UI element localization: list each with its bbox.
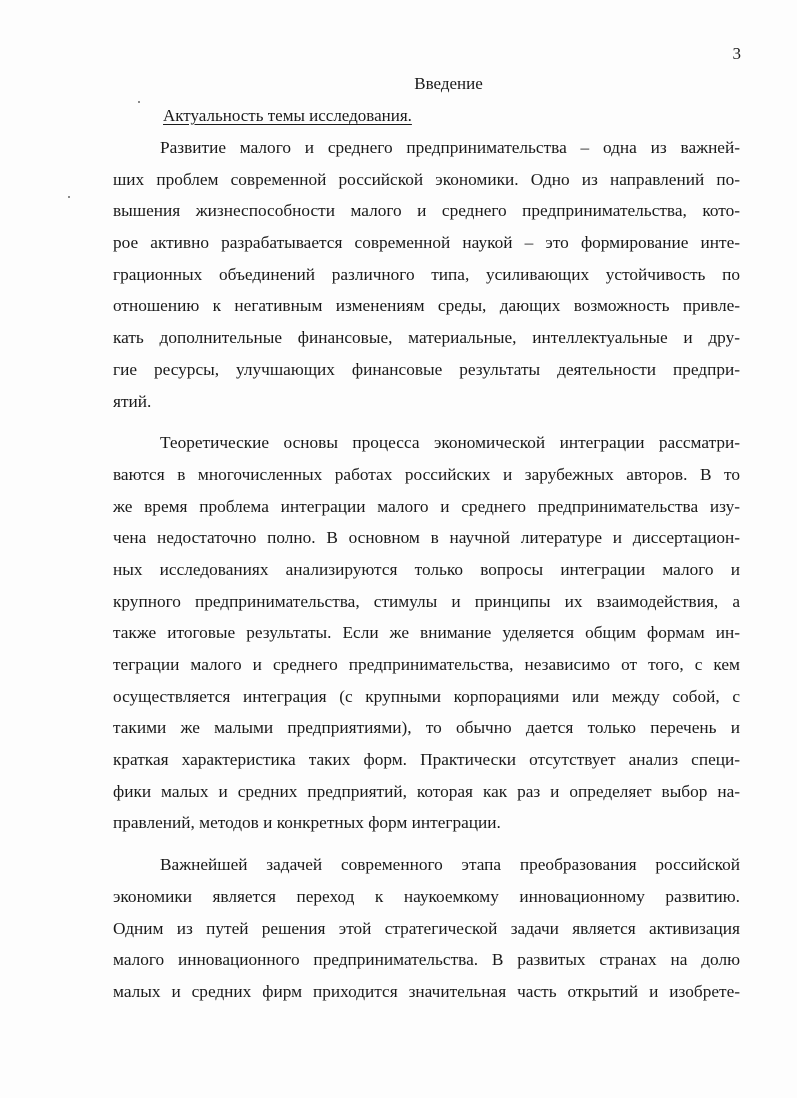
paragraph-1-line: вышения жизнеспособности малого и среднего предпринимательства, кото- — [113, 201, 740, 221]
paragraph-2-line: ваются в многочисленных работах российских и зарубежных авторов. В то — [113, 464, 740, 484]
paragraph-2-line: ных исследованиях анализируются только вопросы интеграции малого и — [113, 559, 740, 579]
paragraph-3-line: Важнейшей задачей современного этапа преобразования российской — [160, 855, 740, 875]
paragraph-1-line: грационных объединений различного типа, усиливающих устойчивость по — [113, 264, 740, 284]
paragraph-2-line: правлений, методов и конкретных форм интеграции. — [113, 813, 501, 833]
paragraph-1-line: Развитие малого и среднего предпринимательства – одна из важней- — [160, 138, 740, 157]
section-heading: Введение — [414, 74, 483, 93]
paragraph-2-line: Теоретические основы процесса экономической интеграции рассматри- — [160, 433, 740, 453]
paragraph-2-line: крупного предпринимательства, стимулы и принципы их взаимодействия, а — [113, 591, 740, 611]
paragraph-1-line: кать дополнительные финансовые, материальные, интеллектуальные и дру- — [113, 328, 740, 348]
paragraph-1-line: гие ресурсы, улучшающих финансовые результаты деятельности предпри- — [113, 359, 740, 379]
section-subheading: Актуальность темы исследования. — [163, 106, 412, 125]
paragraph-3-line: Одним из путей решения этой стратегической задачи является активизация — [113, 918, 740, 938]
paragraph-2-line: краткая характеристика таких форм. Практически отсутствует анализ специ- — [113, 750, 740, 770]
scan-speck — [68, 196, 70, 198]
paragraph-3-line: малых и средних фирм приходится значительная часть открытий и изобрете- — [113, 981, 740, 1001]
body-text — [113, 132, 740, 1008]
paragraph-2-line: фики малых и средних предприятий, которая как раз и определяет выбор на- — [113, 781, 740, 801]
paragraph-2-line: также итоговые результаты. Если же внимание уделяется общим формам ин- — [113, 623, 740, 643]
paragraph-2-line: чена недостаточно полно. В основном в научной литературе и диссертацион- — [113, 528, 740, 548]
paragraph-1-line: отношению к негативным изменениям среды, дающих возможность привле- — [113, 296, 740, 316]
scan-speck — [138, 101, 140, 103]
paragraph-3-line: экономики является переход к наукоемкому инновационному развитию. — [113, 886, 740, 906]
paragraph-2-line: теграции малого и среднего предпринимательства, независимо от того, с кем — [113, 655, 740, 674]
paragraph-1-line: ших проблем современной российской экономики. Одно из направлений по- — [113, 169, 740, 189]
paragraph-2-line: осуществляется интеграция (с крупными корпорациями или между собой, с — [113, 686, 740, 706]
paragraph-1-line: рое активно разрабатывается современной наукой – это формирование инте- — [113, 233, 740, 253]
paragraph-2-line: же время проблема интеграции малого и среднего предпринимательства изу- — [113, 496, 740, 516]
paragraph-3-line: малого инновационного предпринимательства. В развитых странах на долю — [113, 950, 740, 970]
paragraph-2-line: такими же малыми предприятиями), то обычно дается только перечень и — [113, 718, 740, 738]
page-number: 3 — [732, 44, 741, 63]
paragraph-1-line: ятий. — [113, 391, 152, 411]
